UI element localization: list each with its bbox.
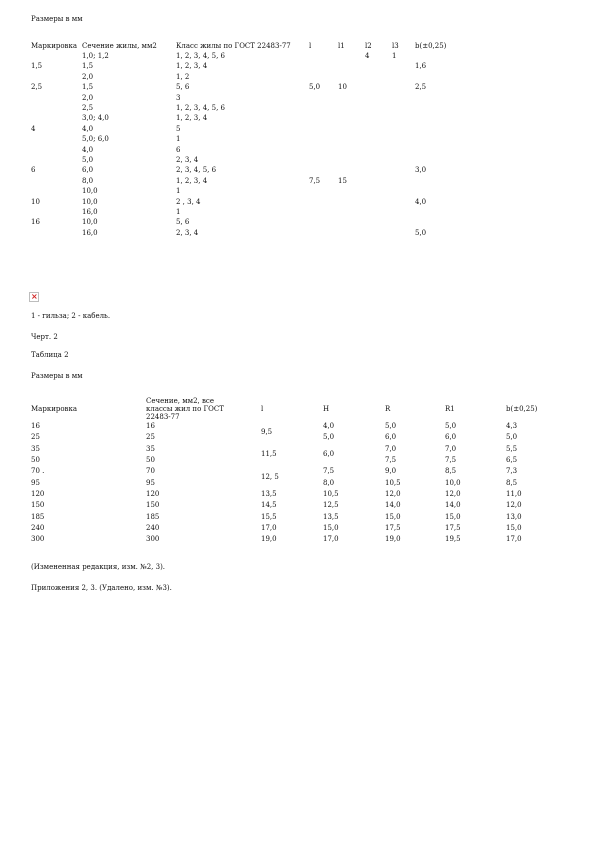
l-cell — [309, 145, 338, 155]
marking-cell — [31, 228, 82, 238]
b-cell — [415, 155, 455, 165]
l-cell — [309, 207, 338, 217]
l2-cell — [365, 124, 392, 134]
table-row — [31, 62, 455, 72]
l3-cell — [392, 166, 415, 176]
table-header-row — [31, 397, 556, 421]
r-cell: 10,5 — [385, 478, 401, 487]
section-cell: 35 — [146, 444, 155, 453]
class-cell: 2 , 3, 4 — [176, 197, 201, 206]
table-row — [31, 83, 455, 93]
b-cell — [415, 93, 455, 103]
l2-cell — [365, 93, 392, 103]
table-row — [31, 523, 556, 534]
column-header: Сечение, мм2, все классы жил по ГОСТ 22483-77 — [146, 397, 224, 421]
l2-cell — [365, 207, 392, 217]
b-cell: 4,0 — [415, 197, 427, 206]
dimensions-heading-2: Размеры в мм — [31, 372, 83, 380]
l1-cell — [338, 197, 365, 207]
table-row — [31, 228, 455, 238]
column-header: l2 — [365, 41, 372, 50]
section-cell: 120 — [146, 489, 160, 498]
b-cell — [415, 124, 455, 134]
h-cell: 10,5 — [323, 489, 339, 498]
l2-cell — [365, 83, 392, 93]
column-header: R — [385, 404, 391, 413]
section-cell: 240 — [146, 523, 160, 532]
l3-cell — [392, 207, 415, 217]
r-cell: 19,0 — [385, 535, 401, 544]
section-cell: 10,0 — [82, 197, 98, 206]
table-row — [31, 103, 455, 113]
b-cell — [415, 186, 455, 196]
section-cell: 2,0 — [82, 93, 94, 102]
marking-cell: 240 — [31, 523, 45, 532]
l2-cell — [365, 145, 392, 155]
l-cell: 17,0 — [261, 523, 277, 532]
l-cell — [309, 103, 338, 113]
marking-cell: 70 . — [31, 467, 45, 476]
marking-cell — [31, 103, 82, 113]
b-cell: 13,0 — [506, 512, 522, 521]
l3-cell — [392, 186, 415, 196]
l1-cell — [338, 155, 365, 165]
class-cell: 1, 2, 3, 4 — [176, 114, 208, 123]
l2-cell — [365, 72, 392, 82]
b-cell: 3,0 — [415, 166, 427, 175]
b-cell — [415, 145, 455, 155]
l1-cell — [338, 186, 365, 196]
l3-cell — [392, 83, 415, 93]
marking-cell: 6 — [31, 166, 36, 175]
dimensions-table-2 — [31, 397, 556, 545]
b-cell — [415, 135, 455, 145]
r-cell: 15,0 — [385, 512, 401, 521]
l1-cell — [338, 135, 365, 145]
l2-cell — [365, 186, 392, 196]
h-cell: 6,0 — [323, 450, 335, 459]
marking-cell — [31, 72, 82, 82]
table-row — [31, 500, 556, 511]
table-row — [31, 124, 455, 134]
dimensions-table-1 — [31, 41, 455, 238]
section-cell: 95 — [146, 478, 155, 487]
r-cell: 9,0 — [385, 467, 397, 476]
l3-cell — [392, 93, 415, 103]
section-cell: 1,5 — [82, 83, 94, 92]
class-cell: 6 — [176, 145, 181, 154]
l3-cell — [392, 155, 415, 165]
table-row — [31, 114, 455, 124]
l-cell — [309, 197, 338, 207]
revision-note: (Измененная редакция, изм. №2, 3). — [31, 563, 166, 571]
r1-cell: 10,0 — [445, 478, 461, 487]
r1-cell: 17,5 — [445, 523, 461, 532]
marking-cell: 1,5 — [31, 62, 43, 71]
column-header: l1 — [338, 41, 345, 50]
class-cell: 1 — [176, 207, 181, 216]
column-header: b(±0,25) — [415, 41, 447, 50]
l3-cell — [392, 103, 415, 113]
l-cell — [309, 62, 338, 72]
column-header: Маркировка — [31, 41, 78, 50]
column-header: l3 — [392, 41, 399, 50]
l3-cell — [392, 135, 415, 145]
class-cell: 1 — [176, 135, 181, 144]
l3-cell — [392, 72, 415, 82]
l1-cell — [338, 103, 365, 113]
l3-cell — [392, 218, 415, 228]
b-cell: 5,0 — [415, 228, 427, 237]
column-header: Класс жилы по ГОСТ 22483-77 — [176, 41, 291, 50]
b-cell: 7,3 — [506, 467, 518, 476]
section-cell: 5,0; 6,0 — [82, 135, 109, 144]
section-cell: 1,0; 1,2 — [82, 52, 109, 61]
table-row — [31, 489, 556, 500]
l-cell: 5,0 — [309, 83, 321, 92]
r1-cell: 7,5 — [445, 456, 457, 465]
b-cell: 4,3 — [506, 422, 518, 431]
class-cell: 1, 2 — [176, 72, 190, 81]
l2-cell — [365, 103, 392, 113]
l-cell: 19,0 — [261, 535, 277, 544]
class-cell: 3 — [176, 93, 181, 102]
l1-cell — [338, 93, 365, 103]
column-header: Сечение жилы, мм2 — [82, 41, 157, 50]
b-cell — [415, 103, 455, 113]
l2-cell: 4 — [365, 52, 370, 61]
b-cell — [415, 207, 455, 217]
table-row — [31, 72, 455, 82]
l2-cell — [365, 155, 392, 165]
l-cell: 11,5 — [261, 450, 277, 459]
class-cell: 5, 6 — [176, 218, 190, 227]
section-cell: 2,5 — [82, 104, 94, 113]
h-cell: 17,0 — [323, 535, 339, 544]
table-row — [31, 155, 455, 165]
l1-cell — [338, 72, 365, 82]
r-cell: 14,0 — [385, 501, 401, 510]
l-cell: 12, 5 — [261, 472, 279, 481]
b-cell — [415, 72, 455, 82]
b-cell: 12,0 — [506, 501, 522, 510]
l-cell — [309, 218, 338, 228]
l3-cell — [392, 124, 415, 134]
marking-cell: 4 — [31, 124, 36, 133]
marking-cell: 150 — [31, 501, 45, 510]
b-cell: 5,0 — [506, 433, 518, 442]
b-cell: 15,0 — [506, 523, 522, 532]
r-cell: 5,0 — [385, 422, 397, 431]
column-header: Маркировка — [31, 404, 78, 413]
l2-cell — [365, 176, 392, 186]
class-cell: 1, 2, 3, 4, 5, 6 — [176, 104, 225, 113]
r-cell: 7,5 — [385, 456, 397, 465]
r-cell: 17,5 — [385, 523, 401, 532]
b-cell: 11,0 — [506, 489, 522, 498]
l1-cell — [338, 166, 365, 176]
table-row — [31, 218, 455, 228]
r1-cell: 8,5 — [445, 467, 457, 476]
l3-cell — [392, 145, 415, 155]
l-cell — [309, 51, 338, 61]
b-cell: 2,5 — [415, 83, 427, 92]
marking-cell — [31, 145, 82, 155]
l-cell — [309, 166, 338, 176]
l2-cell — [365, 166, 392, 176]
column-header: H — [323, 404, 330, 413]
section-cell: 300 — [146, 535, 160, 544]
l-cell — [309, 114, 338, 124]
l-cell — [309, 228, 338, 238]
b-cell: 5,5 — [506, 444, 518, 453]
column-header: l — [261, 404, 264, 413]
table-row — [31, 186, 455, 196]
section-cell: 16,0 — [82, 207, 98, 216]
l-cell: 7,5 — [309, 176, 321, 185]
marking-cell — [31, 51, 82, 61]
l1-cell — [338, 62, 365, 72]
l1-cell — [338, 51, 365, 61]
section-cell: 4,0 — [82, 124, 94, 133]
marking-cell: 16 — [31, 218, 40, 227]
b-cell — [415, 176, 455, 186]
marking-cell: 25 — [31, 433, 40, 442]
table-header-row — [31, 41, 455, 51]
l1-cell: 15 — [338, 176, 347, 185]
class-cell: 5 — [176, 124, 181, 133]
b-cell — [415, 114, 455, 124]
b-cell: 17,0 — [506, 535, 522, 544]
table-row — [31, 166, 455, 176]
marking-cell: 16 — [31, 422, 40, 431]
l3-cell — [392, 176, 415, 186]
r-cell: 6,0 — [385, 433, 397, 442]
drawing-label: Черт. 2 — [31, 333, 58, 341]
marking-cell — [31, 186, 82, 196]
table-label: Таблица 2 — [31, 351, 69, 359]
l3-cell — [392, 114, 415, 124]
table-row — [31, 534, 556, 545]
table-row — [31, 421, 556, 432]
class-cell: 2, 3, 4 — [176, 228, 199, 237]
marking-cell — [31, 135, 82, 145]
b-cell — [415, 218, 455, 228]
section-cell: 25 — [146, 433, 155, 442]
h-cell: 13,5 — [323, 512, 339, 521]
table-row — [31, 145, 455, 155]
table-row — [31, 176, 455, 186]
l3-cell — [392, 62, 415, 72]
marking-cell: 10 — [31, 197, 40, 206]
r1-cell: 19,5 — [445, 535, 461, 544]
table-row — [31, 444, 556, 455]
l3-cell — [392, 228, 415, 238]
class-cell: 1, 2, 3, 4 — [176, 176, 208, 185]
l2-cell — [365, 228, 392, 238]
section-cell: 150 — [146, 501, 160, 510]
l1-cell — [338, 218, 365, 228]
section-cell: 1,5 — [82, 62, 94, 71]
l2-cell — [365, 135, 392, 145]
l-cell: 9,5 — [261, 427, 273, 436]
r1-cell: 15,0 — [445, 512, 461, 521]
figure-caption: 1 - гильза; 2 - кабель. — [31, 312, 111, 320]
dimensions-heading-1: Размеры в мм — [31, 15, 83, 23]
h-cell: 12,5 — [323, 501, 339, 510]
l-cell — [309, 155, 338, 165]
marking-cell — [31, 93, 82, 103]
l1-cell — [338, 124, 365, 134]
r1-cell: 14,0 — [445, 501, 461, 510]
marking-cell — [31, 207, 82, 217]
l1-cell — [338, 114, 365, 124]
class-cell: 1, 2, 3, 4, 5, 6 — [176, 52, 225, 61]
l-cell — [309, 124, 338, 134]
table-row — [31, 466, 556, 477]
section-cell: 50 — [146, 456, 155, 465]
h-cell: 8,0 — [323, 478, 335, 487]
h-cell: 7,5 — [323, 467, 335, 476]
l-cell — [309, 186, 338, 196]
table-row — [31, 511, 556, 522]
section-cell: 10,0 — [82, 187, 98, 196]
l1-cell — [338, 145, 365, 155]
section-cell: 5,0 — [82, 155, 94, 164]
b-cell: 8,5 — [506, 478, 518, 487]
h-cell: 4,0 — [323, 422, 335, 431]
l-cell — [309, 72, 338, 82]
l-cell — [309, 135, 338, 145]
section-cell: 16 — [146, 422, 155, 431]
h-cell: 15,0 — [323, 523, 339, 532]
l1-cell: 10 — [338, 83, 347, 92]
class-cell: 5, 6 — [176, 83, 190, 92]
r1-cell: 12,0 — [445, 489, 461, 498]
table-row — [31, 51, 455, 61]
column-header: R1 — [445, 404, 455, 413]
marking-cell — [31, 155, 82, 165]
l3-cell — [392, 197, 415, 207]
r-cell: 12,0 — [385, 489, 401, 498]
marking-cell: 120 — [31, 489, 45, 498]
section-cell: 8,0 — [82, 176, 94, 185]
table-row — [31, 135, 455, 145]
b-cell: 6,5 — [506, 456, 518, 465]
broken-image-icon: × — [31, 292, 38, 301]
l1-cell — [338, 228, 365, 238]
section-cell: 2,0 — [82, 72, 94, 81]
r-cell: 7,0 — [385, 444, 397, 453]
section-cell: 16,0 — [82, 228, 98, 237]
l2-cell — [365, 197, 392, 207]
marking-cell: 35 — [31, 444, 40, 453]
section-cell: 185 — [146, 512, 160, 521]
column-header: b(±0,25) — [506, 404, 538, 413]
marking-cell: 185 — [31, 512, 45, 521]
l2-cell — [365, 114, 392, 124]
l2-cell — [365, 218, 392, 228]
h-cell: 5,0 — [323, 433, 335, 442]
marking-cell — [31, 114, 82, 124]
marking-cell: 2,5 — [31, 83, 43, 92]
marking-cell — [31, 176, 82, 186]
class-cell: 2, 3, 4, 5, 6 — [176, 166, 217, 175]
section-cell: 3,0; 4,0 — [82, 114, 109, 123]
class-cell: 2, 3, 4 — [176, 155, 199, 164]
marking-cell: 50 — [31, 456, 40, 465]
table-row — [31, 207, 455, 217]
appendix-note: Приложения 2, 3. (Удалено, изм. №3). — [31, 584, 172, 592]
column-header: l — [309, 41, 312, 50]
l-cell: 14,5 — [261, 501, 277, 510]
section-cell: 4,0 — [82, 145, 94, 154]
l-cell: 13,5 — [261, 489, 277, 498]
l-cell: 15,5 — [261, 512, 277, 521]
r1-cell: 6,0 — [445, 433, 457, 442]
r1-cell: 5,0 — [445, 422, 457, 431]
l1-cell — [338, 207, 365, 217]
l3-cell: 1 — [392, 52, 397, 61]
r1-cell: 7,0 — [445, 444, 457, 453]
l2-cell — [365, 62, 392, 72]
class-cell: 1, 2, 3, 4 — [176, 62, 208, 71]
marking-cell: 300 — [31, 535, 45, 544]
b-cell: 1,6 — [415, 62, 427, 71]
l-cell — [309, 93, 338, 103]
marking-cell: 95 — [31, 478, 40, 487]
b-cell — [415, 51, 455, 61]
class-cell: 1 — [176, 187, 181, 196]
table-row — [31, 93, 455, 103]
section-cell: 70 — [146, 467, 155, 476]
table-row — [31, 197, 455, 207]
section-cell: 10,0 — [82, 218, 98, 227]
section-cell: 6,0 — [82, 166, 94, 175]
